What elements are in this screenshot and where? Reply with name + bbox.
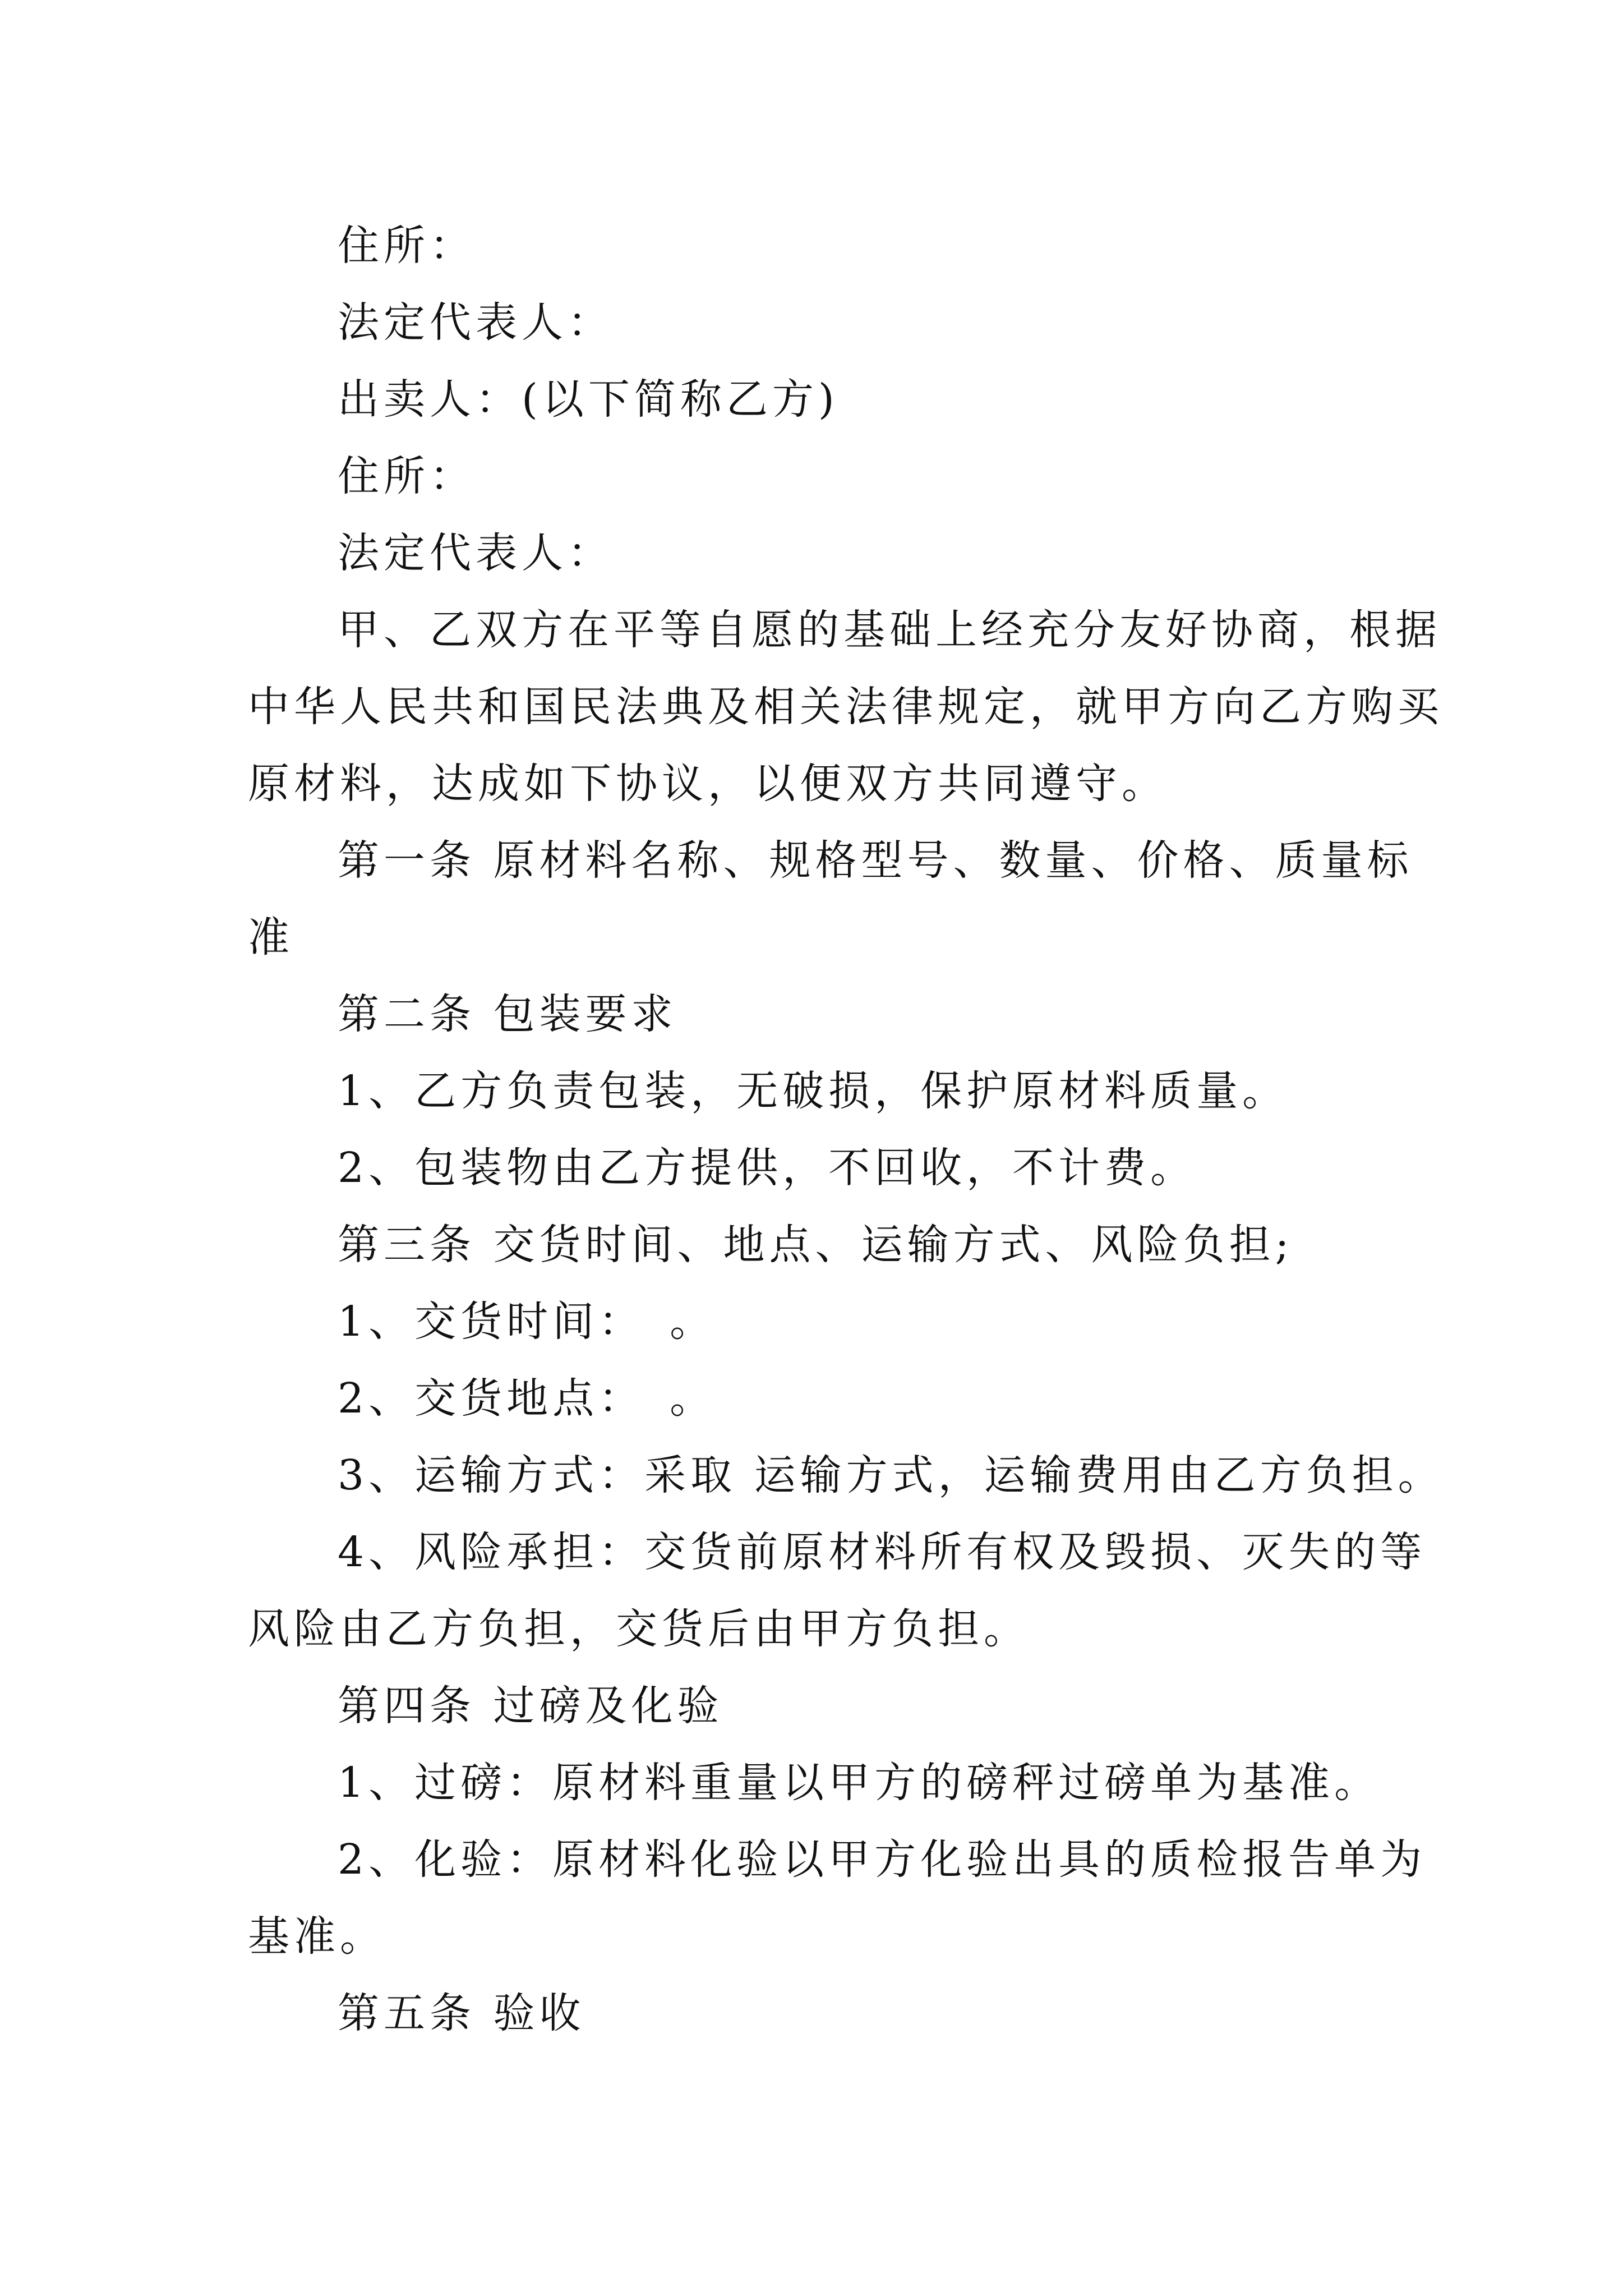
buyer-legal-rep-label: 法定代表人： [338, 298, 614, 347]
article-4-item: 2、化验：原材料化验以甲方化验出具的质检报告单为 [338, 1835, 1427, 1884]
article-2-item: 2、包装物由乙方提供，不回收，不计费。 [338, 1144, 1197, 1192]
seller-legal-rep-label: 法定代表人： [338, 529, 614, 577]
seller-address-label: 住所： [338, 452, 476, 500]
article-4-item-cont: 基准。 [248, 1912, 386, 1961]
preamble-line: 原材料，达成如下协议，以便双方共同遵守。 [248, 760, 1168, 808]
document-body [248, 208, 1444, 2052]
preamble-line: 甲、乙双方在平等自愿的基础上经充分友好协商，根据 [338, 606, 1441, 654]
article-3-item: 1、交货时间： 。 [338, 1297, 716, 1346]
buyer-address-label: 住所： [338, 222, 476, 270]
article-3-item: 2、交货地点： 。 [338, 1374, 716, 1423]
article-3-item: 4、风险承担：交货前原材料所有权及毁损、灭失的等 [338, 1528, 1427, 1576]
seller-label: 出卖人：(以下简称乙方) [338, 375, 839, 424]
article-3-item: 3、运输方式：采取 运输方式，运输费用由乙方负担。 [338, 1451, 1444, 1499]
article-1-heading: 第一条 原材料名称、规格型号、数量、价格、质量标 [338, 836, 1413, 885]
article-1-heading-cont: 准 [248, 913, 294, 961]
article-3-item-cont: 风险由乙方负担，交货后由甲方负担。 [248, 1605, 1030, 1653]
article-2-heading: 第二条 包装要求 [338, 990, 677, 1038]
article-5-heading: 第五条 验收 [338, 1989, 585, 2037]
article-4-item: 1、过磅：原材料重量以甲方的磅秤过磅单为基准。 [338, 1759, 1381, 1807]
preamble-line: 中华人民共和国民法典及相关法律规定，就甲方向乙方购买 [248, 683, 1444, 731]
article-3-heading: 第三条 交货时间、地点、运输方式、风险负担; [338, 1221, 1294, 1269]
article-2-item: 1、乙方负责包装，无破损，保护原材料质量。 [338, 1067, 1289, 1115]
article-4-heading: 第四条 过磅及化验 [338, 1682, 723, 1730]
